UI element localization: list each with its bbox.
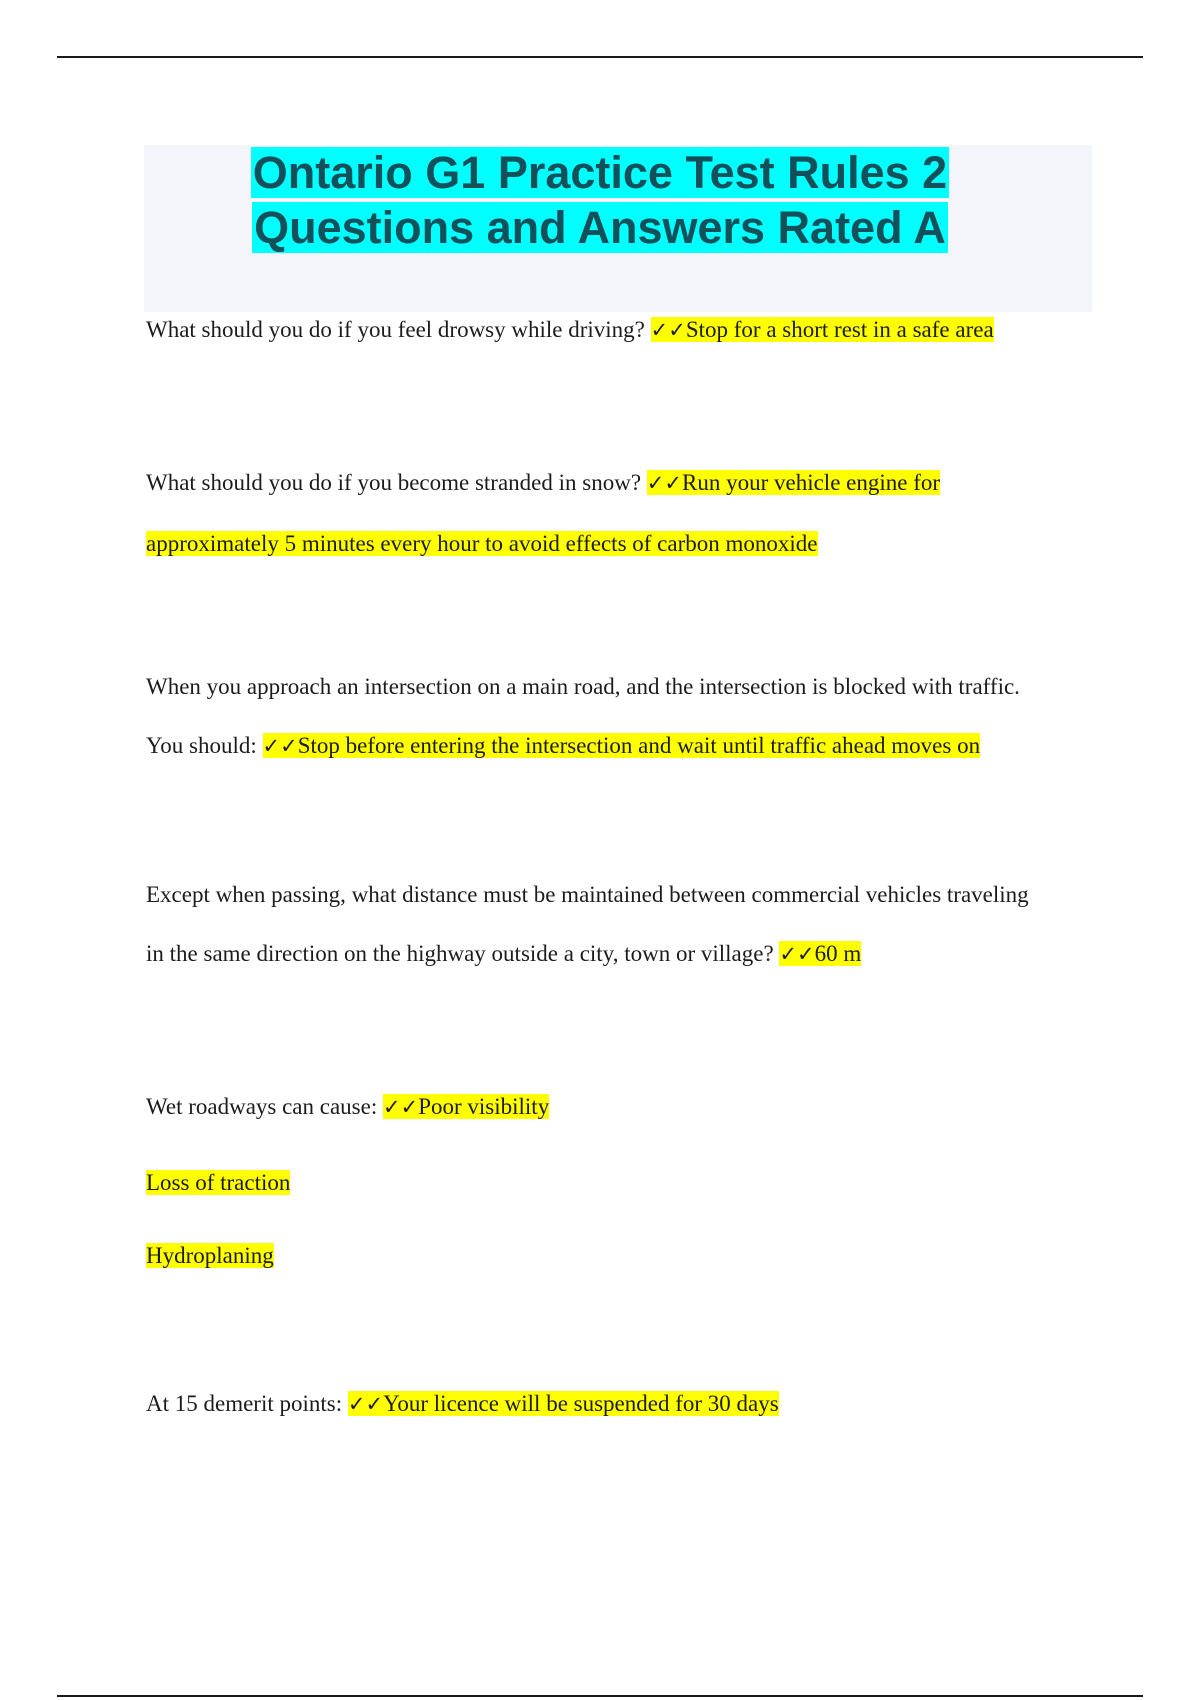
answer-highlight [647,470,940,495]
double-check-icon: ✓✓ [383,1095,419,1119]
answer-text: Stop before entering the intersection and wait until traffic ahead moves on [297,733,981,758]
question-2 [146,468,940,498]
answer-highlight [348,1391,779,1416]
answer-highlight [651,317,994,342]
question-text: in the same direction on the highway outside a city, town or village? [146,941,774,966]
question-text: What should you do if you feel drowsy while driving? [146,317,645,342]
answer-highlight [263,733,981,758]
question-text: You should: [146,733,257,758]
question-text: At 15 demerit points: [146,1391,343,1416]
answer-text: Hydroplaning [146,1243,274,1268]
question-3-line-2 [146,731,980,761]
question-2-answer-cont [146,529,818,559]
double-check-icon: ✓✓ [347,1392,384,1416]
double-check-icon: ✓✓ [779,942,815,966]
answer-text: Stop for a short rest in a safe area [685,317,994,342]
double-check-icon: ✓✓ [646,471,682,495]
question-4-line-2 [146,939,861,969]
answer-highlight [383,1094,549,1119]
question-text: What should you do if you become stranded in snow? [146,470,642,495]
answer-text: Run your vehicle engine for [682,470,941,495]
question-5 [146,1092,549,1122]
double-check-icon: ✓✓ [262,734,298,758]
question-6 [146,1389,779,1419]
question-5-answer-2 [146,1168,290,1198]
question-5-answer-3 [146,1241,274,1271]
document-title [251,145,949,255]
bottom-rule [57,1695,1143,1697]
question-text: When you approach an intersection on a main road, and the intersection is blocked with traffic. [146,674,1020,699]
question-3-line-1 [146,672,1020,702]
answer-text: Your licence will be suspended for 30 days [383,1391,779,1416]
double-check-icon: ✓✓ [650,318,686,342]
answer-highlight [779,941,861,966]
answer-text: 60 m [814,941,862,966]
question-text: Wet roadways can cause: [146,1094,378,1119]
answer-text: Loss of traction [146,1170,291,1195]
question-1 [146,315,994,345]
top-rule [57,56,1143,58]
question-4-line-1 [146,880,1029,910]
title-line-1: Ontario G1 Practice Test Rules 2 [252,147,948,198]
title-line-2: Questions and Answers Rated A [254,202,946,253]
answer-text: approximately 5 minutes every hour to avoid effects of carbon monoxide [146,531,818,556]
answer-text: Poor visibility [418,1094,550,1119]
title-block [0,145,1200,255]
question-text: Except when passing, what distance must be maintained between commercial vehicles traveling [146,882,1029,907]
